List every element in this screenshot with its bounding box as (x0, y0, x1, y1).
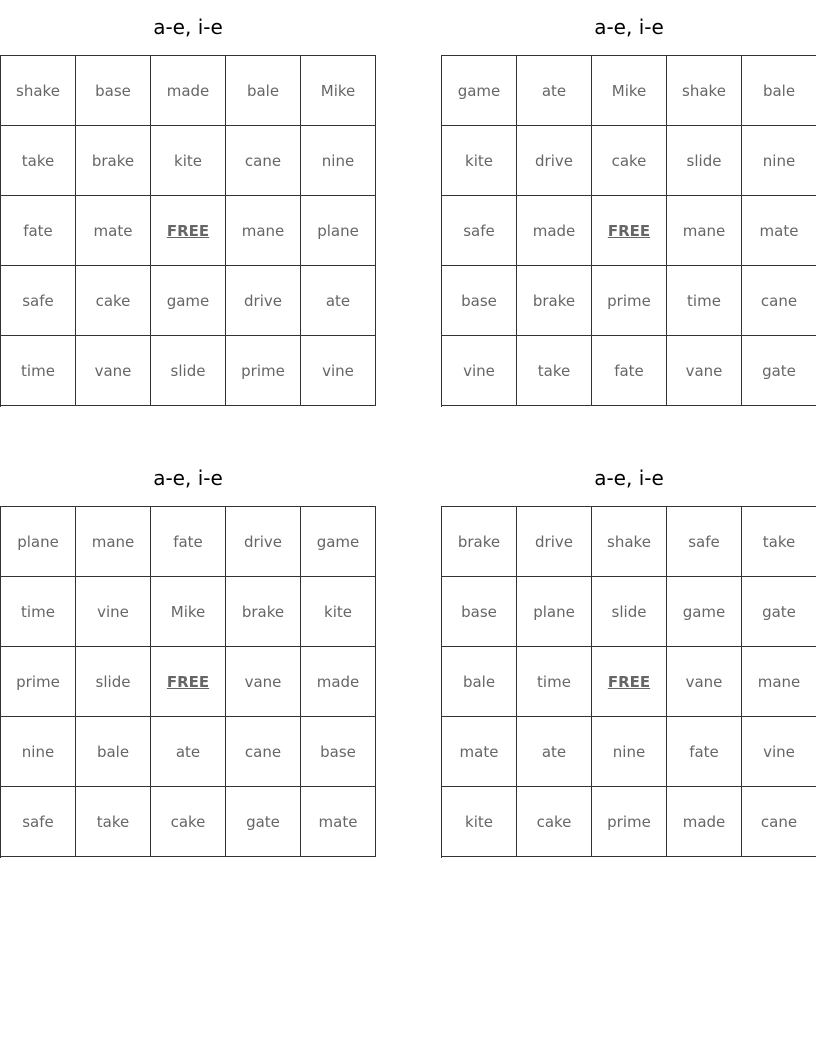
bingo-cell: nine (301, 126, 376, 196)
bingo-cell: take (76, 787, 151, 857)
bingo-cell: mate (301, 787, 376, 857)
card-title: a-e, i-e (153, 466, 223, 490)
bingo-cell: bale (226, 56, 301, 126)
bingo-cell: cane (742, 266, 816, 336)
bingo-cell: ate (517, 717, 592, 787)
bingo-cell: made (517, 196, 592, 266)
bingo-cell: mate (76, 196, 151, 266)
bingo-cell: safe (667, 507, 742, 577)
bingo-cell: kite (151, 126, 226, 196)
bingo-cell: plane (1, 507, 76, 577)
bingo-cell: mane (742, 647, 816, 717)
bingo-cell: drive (226, 266, 301, 336)
bingo-cell: bale (742, 56, 816, 126)
bingo-cell: base (76, 56, 151, 126)
bingo-cell: brake (226, 577, 301, 647)
bingo-cell: cane (226, 126, 301, 196)
bingo-cell: Mike (592, 56, 667, 126)
bingo-cell: Mike (151, 577, 226, 647)
bingo-cell: vine (76, 577, 151, 647)
bingo-cell: kite (442, 126, 517, 196)
free-space-cell: FREE (592, 647, 667, 717)
bingo-cell: prime (1, 647, 76, 717)
bingo-cell: safe (442, 196, 517, 266)
bingo-cell: gate (742, 577, 816, 647)
bingo-cell: gate (742, 336, 816, 406)
bingo-cell: cane (742, 787, 816, 857)
bingo-cell: vine (442, 336, 517, 406)
bingo-cell: plane (517, 577, 592, 647)
bingo-cell: ate (517, 56, 592, 126)
bingo-cell: base (301, 717, 376, 787)
bingo-cell: drive (226, 507, 301, 577)
bingo-cell: slide (76, 647, 151, 717)
bingo-cell: base (442, 266, 517, 336)
bingo-cell: kite (301, 577, 376, 647)
bingo-cell: prime (226, 336, 301, 406)
bingo-cell: take (1, 126, 76, 196)
free-space-cell: FREE (151, 647, 226, 717)
bingo-cell: plane (301, 196, 376, 266)
card-title: a-e, i-e (153, 15, 223, 39)
bingo-cell: vane (226, 647, 301, 717)
bingo-cell: shake (1, 56, 76, 126)
bingo-grid (0, 506, 376, 858)
bingo-cell: kite (442, 787, 517, 857)
bingo-cell: safe (1, 787, 76, 857)
bingo-cell: cake (517, 787, 592, 857)
bingo-cell: base (442, 577, 517, 647)
bingo-cell: slide (592, 577, 667, 647)
bingo-cell: game (301, 507, 376, 577)
card-title: a-e, i-e (594, 15, 664, 39)
bingo-cell: fate (151, 507, 226, 577)
bingo-cell: take (742, 507, 816, 577)
free-space-cell: FREE (592, 196, 667, 266)
bingo-cell: brake (517, 266, 592, 336)
bingo-cell: made (667, 787, 742, 857)
bingo-cell: Mike (301, 56, 376, 126)
bingo-cell: time (667, 266, 742, 336)
bingo-cell: vane (667, 336, 742, 406)
bingo-cell: bale (442, 647, 517, 717)
bingo-cell: safe (1, 266, 76, 336)
bingo-cell: ate (151, 717, 226, 787)
bingo-cell: vane (76, 336, 151, 406)
bingo-cell: mane (226, 196, 301, 266)
bingo-cell: mane (667, 196, 742, 266)
bingo-cell: vine (742, 717, 816, 787)
bingo-cell: time (517, 647, 592, 717)
bingo-cell: time (1, 577, 76, 647)
bingo-cell: vane (667, 647, 742, 717)
bingo-cell: made (151, 56, 226, 126)
free-space-cell: FREE (151, 196, 226, 266)
bingo-cell: cake (76, 266, 151, 336)
bingo-cell: fate (592, 336, 667, 406)
bingo-cell: game (667, 577, 742, 647)
bingo-cell: take (517, 336, 592, 406)
bingo-cell: game (151, 266, 226, 336)
bingo-cell: cake (151, 787, 226, 857)
bingo-cell: nine (592, 717, 667, 787)
bingo-cell: nine (1, 717, 76, 787)
bingo-cell: prime (592, 787, 667, 857)
bingo-cell: fate (1, 196, 76, 266)
bingo-cell: game (442, 56, 517, 126)
bingo-cell: brake (76, 126, 151, 196)
bingo-grid (0, 55, 376, 407)
bingo-cell: drive (517, 126, 592, 196)
bingo-cell: nine (742, 126, 816, 196)
bingo-cell: ate (301, 266, 376, 336)
bingo-cell: mate (742, 196, 816, 266)
bingo-cell: bale (76, 717, 151, 787)
card-title: a-e, i-e (594, 466, 664, 490)
bingo-grid (441, 506, 816, 858)
bingo-cell: made (301, 647, 376, 717)
bingo-cell: drive (517, 507, 592, 577)
bingo-cell: gate (226, 787, 301, 857)
bingo-cell: prime (592, 266, 667, 336)
bingo-cell: slide (667, 126, 742, 196)
bingo-cell: vine (301, 336, 376, 406)
bingo-cell: brake (442, 507, 517, 577)
bingo-cell: mane (76, 507, 151, 577)
bingo-cell: time (1, 336, 76, 406)
bingo-cell: mate (442, 717, 517, 787)
bingo-cell: fate (667, 717, 742, 787)
bingo-cell: slide (151, 336, 226, 406)
bingo-cell: cane (226, 717, 301, 787)
bingo-cell: shake (592, 507, 667, 577)
bingo-cell: cake (592, 126, 667, 196)
bingo-cell: shake (667, 56, 742, 126)
bingo-grid (441, 55, 816, 407)
